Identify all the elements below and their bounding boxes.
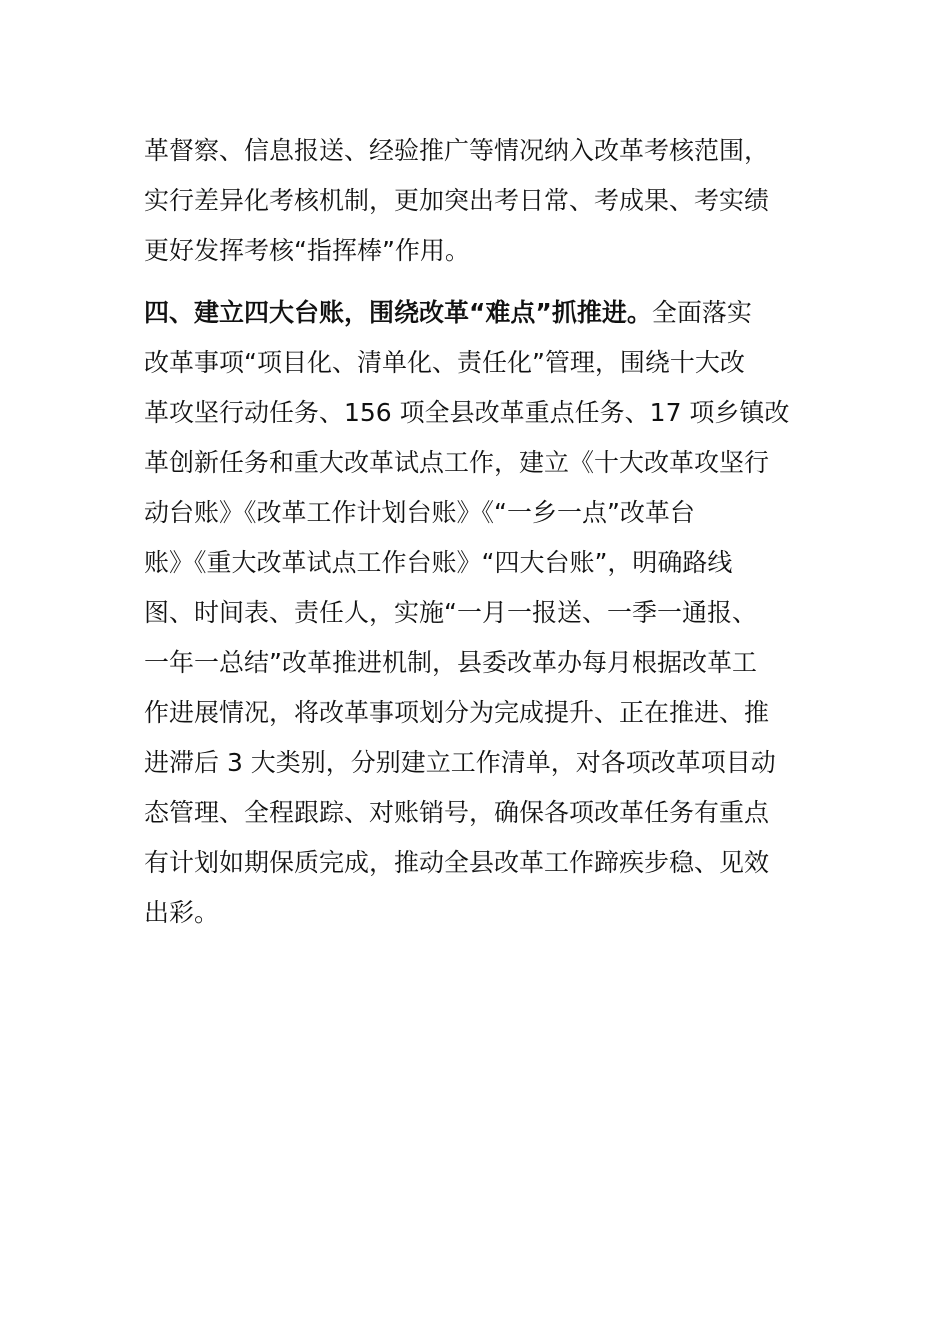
- document-body: [144, 126, 808, 938]
- paragraph-1-line: 更好发挥考核“指挥棒”作用。: [144, 236, 470, 265]
- paragraph-2-line: 一年一总结”改革推进机制，县委改革办每月根据改革工: [144, 648, 757, 677]
- paragraph-2-line: 革攻坚行动任务、156 项全县改革重点任务、17 项乡镇改: [144, 398, 790, 427]
- paragraph-2-line: 作进展情况，将改革事项划分为完成提升、正在推进、推: [144, 698, 770, 727]
- paragraph-1: [144, 126, 808, 276]
- paragraph-spacer: [144, 276, 808, 288]
- paragraph-1-line: 实行差异化考核机制，更加突出考日常、考成果、考实绩: [144, 186, 770, 215]
- paragraph-2-line: 改革事项“项目化、清单化、责任化”管理，围绕十大改: [144, 348, 745, 377]
- paragraph-2-first-line: [144, 288, 808, 338]
- paragraph-2-line: 态管理、全程跟踪、对账销号，确保各项改革任务有重点: [144, 798, 770, 827]
- section-heading: 四、建立四大台账，围绕改革“难点”抓推进。: [144, 298, 652, 327]
- paragraph-2-line: 有计划如期保质完成，推动全县改革工作蹄疾步稳、见效: [144, 848, 770, 877]
- paragraph-1-line: 革督察、信息报送、经验推广等情况纳入改革考核范围，: [144, 136, 770, 165]
- paragraph-2-line: 出彩。: [144, 898, 220, 927]
- paragraph-2: [144, 288, 808, 938]
- paragraph-2-line: 图、时间表、责任人，实施“一月一报送、一季一通报、: [144, 598, 757, 627]
- paragraph-2-line: 革创新任务和重大改革试点工作，建立《十大改革攻坚行: [144, 448, 770, 477]
- paragraph-2-line: 动台账》《改革工作计划台账》《“一乡一点”改革台: [144, 498, 695, 527]
- paragraph-2-first-line-rest: 全面落实: [651, 298, 752, 327]
- paragraph-2-line: 账》《重大改革试点工作台账》“四大台账”，明确路线: [144, 548, 733, 577]
- paragraph-2-line: 进滞后 3 大类别，分别建立工作清单，对各项改革项目动: [144, 748, 776, 777]
